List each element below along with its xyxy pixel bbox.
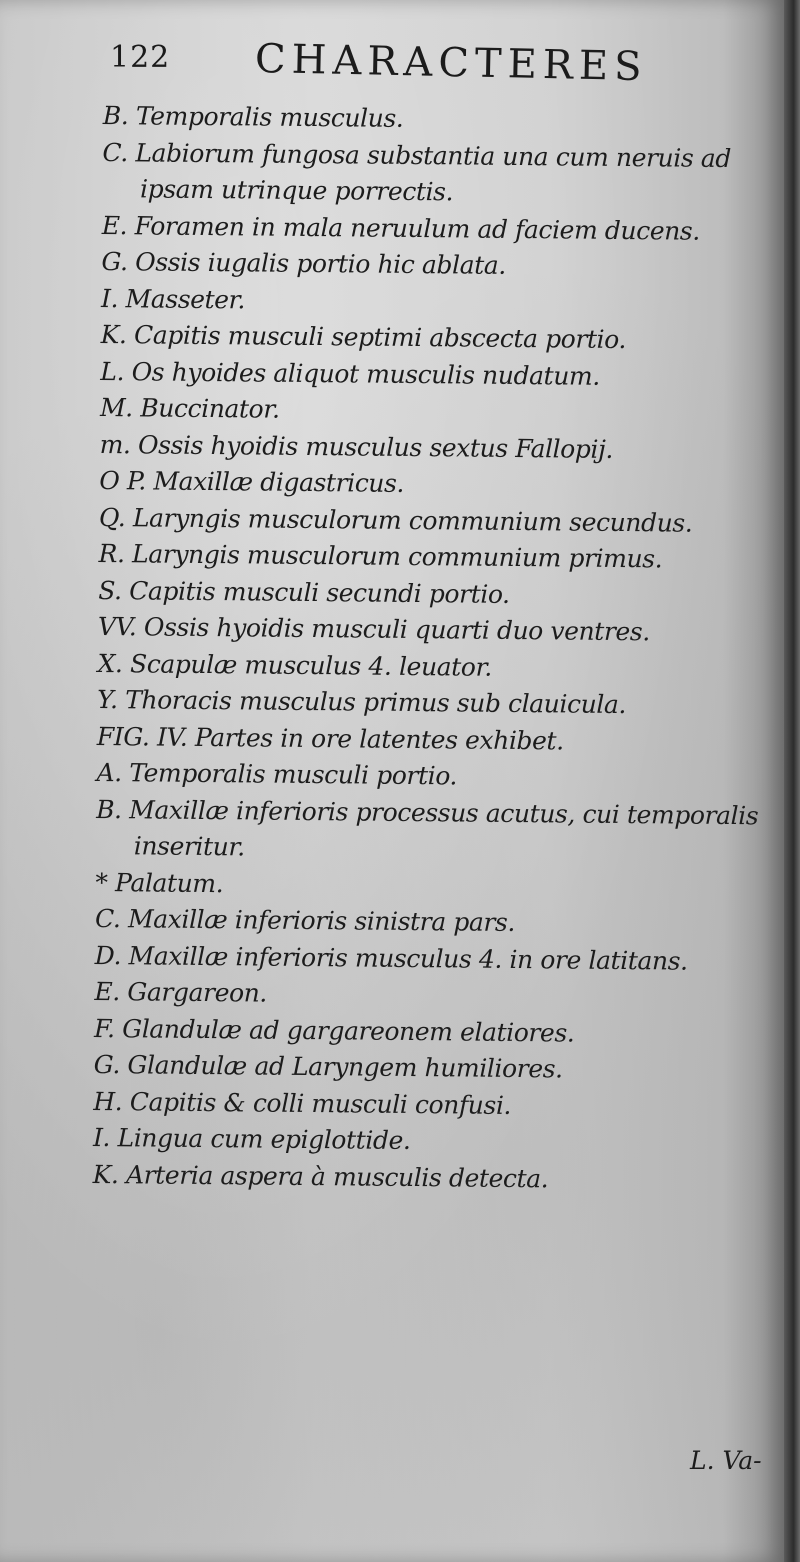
legend-entry: E. Gargareon. [94,976,268,1008]
legend-entry: Y. Thoracis musculus primus sub clauicula. [97,684,627,720]
legend-entry: S. Capitis musculi secundi portio. [98,575,510,609]
figure-heading: FIG. IV. Partes in ore latentes exhibet. [96,721,564,755]
legend-entry: E. Foramen in mala neruulum ad faciem ducens. [101,210,701,246]
running-title: CHARACTERES [254,36,648,91]
legend-entry: B. Maxillæ inferioris processus acutus, cui temporalis [96,794,759,830]
book-gutter [784,0,800,1562]
page-header [110,30,670,94]
page-number: 122 [110,40,171,75]
legend-entry: O P. Maxillæ digastricus. [99,465,405,498]
legend-entry: Q. Laryngis musculorum communium secundus. [98,502,693,538]
legend-entry: G. Glandulæ ad Laryngem humiliores. [93,1049,563,1084]
legend-entry: K. Capitis musculi septimi abscecta portio. [100,319,627,355]
legend-entry-continuation: inseritur. [133,831,245,862]
legend-entry: B. Temporalis musculus. [102,100,404,133]
legend-entry: A. Temporalis musculi portio. [96,757,458,791]
legend-entry: m. Ossis hyoidis musculus sextus Fallopij. [99,429,614,464]
legend-entry: C. Labiorum fungosa substantia una cum neruis ad [102,137,732,173]
legend-entry: C. Maxillæ inferioris sinistra pars. [94,903,516,937]
legend-entry: F. Glandulæ ad gargareonem elatiores. [93,1013,575,1048]
legend-entry: M. Buccinator. [99,392,280,424]
legend-entry: G. Ossis iugalis portio hic ablata. [101,246,507,280]
legend-entry: I. Masseter. [100,283,246,314]
legend-entry: I. Lingua cum epiglottide. [92,1122,411,1155]
legend-entry: X. Scapulæ musculus 4. leuator. [97,648,493,682]
legend-list [92,98,772,1199]
legend-entry: * Palatum. [95,867,224,898]
legend-entry: L. Os hyoides aliquot musculis nudatum. [100,356,600,391]
legend-entry: VV. Ossis hyoidis musculi quarti duo ventres. [97,611,650,647]
legend-entry: D. Maxillæ inferioris musculus 4. in ore latitans. [94,940,688,976]
legend-entry: K. Arteria aspera à musculis detecta. [92,1159,549,1193]
legend-entry: R. Laryngis musculorum communium primus. [98,538,663,574]
catchword: L. Va- [690,1446,762,1475]
legend-entry: H. Capitis & colli musculi confusi. [93,1086,512,1120]
legend-entry-continuation: ipsam utrinque porrectis. [139,174,454,207]
